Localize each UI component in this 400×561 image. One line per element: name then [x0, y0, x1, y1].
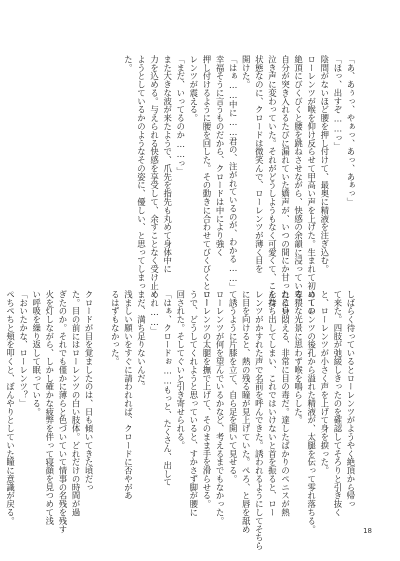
- text-line: 「はぁ、クロードぉ……もっと、たくさん、出して: [162, 290, 173, 487]
- text-line: た。目の前にはローレンツの白い肢体。どれだけの時間が過: [71, 290, 82, 517]
- text-line: て来た。四肢が弛緩しきったのを確認してそろりと引き抜く: [332, 290, 343, 517]
- text-line: て誘うように片膝を立て、自ら足を開いて見せる。: [228, 290, 239, 483]
- text-line: 泣き声に変わっていた。それがどうしようもなく可愛くて、こんな: [267, 55, 278, 307]
- text-line: 「おいたかな、ローレンツ？」: [18, 290, 29, 408]
- text-line: まだ、満ち足りないんだ。: [136, 290, 147, 391]
- text-line: ローレンツが何を望んでいるかなど、考えるまでもなかった。: [215, 290, 226, 525]
- text-line: 「まだ、いってるのか……っ」: [175, 55, 186, 176]
- text-line: 自分が突き入れるたびに漏れていた嬌声が、いつの間にか甘ったるい: [280, 55, 291, 316]
- text-line: くれ……」: [149, 290, 160, 336]
- text-line: 陰間がないほど腰を押し付けて、最奥に精液を注ぎ込む。: [319, 55, 330, 274]
- text-line: ローレンツの太腿を撫で上げて、そのまま手を滑らせる。: [201, 290, 212, 509]
- text-line: 絶頂にびくびくと腰を跳ねさせながら、快感の余韻に浸っている。: [293, 55, 304, 307]
- text-line: 「はぁ……中に……君の、注がれているのが、わかる……」: [228, 55, 239, 292]
- text-line: レンツが震える。: [188, 55, 199, 123]
- text-line: に目を向けると、熱の残る瞳が見上げていた。ぺろ、と唇を舐め: [241, 290, 252, 534]
- text-line: 回された。そしてぐいと引き寄せられる。: [175, 290, 186, 450]
- text-line: た。: [123, 55, 134, 72]
- text-line: 浅ましい願いをすぐに請われれば、クロードに否やがあ: [123, 290, 134, 500]
- text-line: い呼吸を繰り返して眠っている。: [31, 290, 42, 416]
- text-line: 押し付けるように腰を回した。その動きに合わせてびくびくとロー: [201, 55, 212, 307]
- text-line: 力を込める。与えられる快感を享受して、余すことなく受け止め: [149, 55, 160, 299]
- lower-text-block: [5, 290, 357, 551]
- text-line: [95, 290, 108, 512]
- text-line: ぎたのか。それでも僅かに薄らと色づいていて情事の名残を残す: [57, 290, 68, 534]
- text-line: 卑猥な光景に思わず喉を鳴らした。: [293, 290, 304, 425]
- text-line: 「ほっ、出すぞ……っ」: [332, 55, 343, 151]
- text-line: うで、どうしてくれようと思っていると、すかさず脚が腰に: [188, 290, 199, 517]
- text-line: しばらく待っているとローレンツがようやく絶頂から帰っ: [346, 290, 356, 509]
- text-line: ローレンツが喉を仰け反らせて甲高い声を上げた。生まれて初めての: [306, 55, 317, 316]
- text-line: ようとしているかのようなその姿に、優しい、と思ってしまっ: [136, 55, 147, 290]
- text-line: ぺちぺちと頬を叩くと、ぼんやりとしていた瞳に意識が戻る。: [5, 290, 16, 525]
- text-line: また大きな波が来たようで、爪先を指先も丸めて身体中に: [162, 55, 173, 274]
- text-line: 開けた。: [241, 55, 252, 89]
- text-line: レンツがかすれた声で名前を呼んできた。誘われるようにしてそちら: [254, 290, 265, 551]
- text-line: 状態なのに、クロードは微笑んで、ローレンツが薄く目を: [254, 55, 265, 274]
- text-line: 「あ、あぅっ、やぁっ、あっ、あぁっ」: [346, 55, 356, 207]
- page-number: 18: [363, 527, 372, 535]
- text-line: と、ローレンツが小さく声を上げて身を捩った。: [319, 290, 330, 475]
- text-line: 幸福そうに言うものだから、クロードは中により強く: [215, 55, 226, 257]
- text-line: を持ち出してしまい、これではいけないと首を振ると、ロー: [267, 290, 278, 517]
- text-line: れに身悶える、非常に目の毒だ。達したばかりのペニスが熱: [280, 290, 291, 517]
- text-line: るはずもなかった。: [110, 290, 121, 366]
- text-line: 火を灯しながら、しかし確かな疲弊を伴って寝顔を見つめて浅: [44, 290, 55, 525]
- text-line: ローレンツの後孔から溢れた精液が、太腿を伝って零れ落ちる。: [306, 290, 317, 534]
- text-line: クロードが目を覚ましたのは、日も傾いてきた頃だっ: [84, 290, 95, 492]
